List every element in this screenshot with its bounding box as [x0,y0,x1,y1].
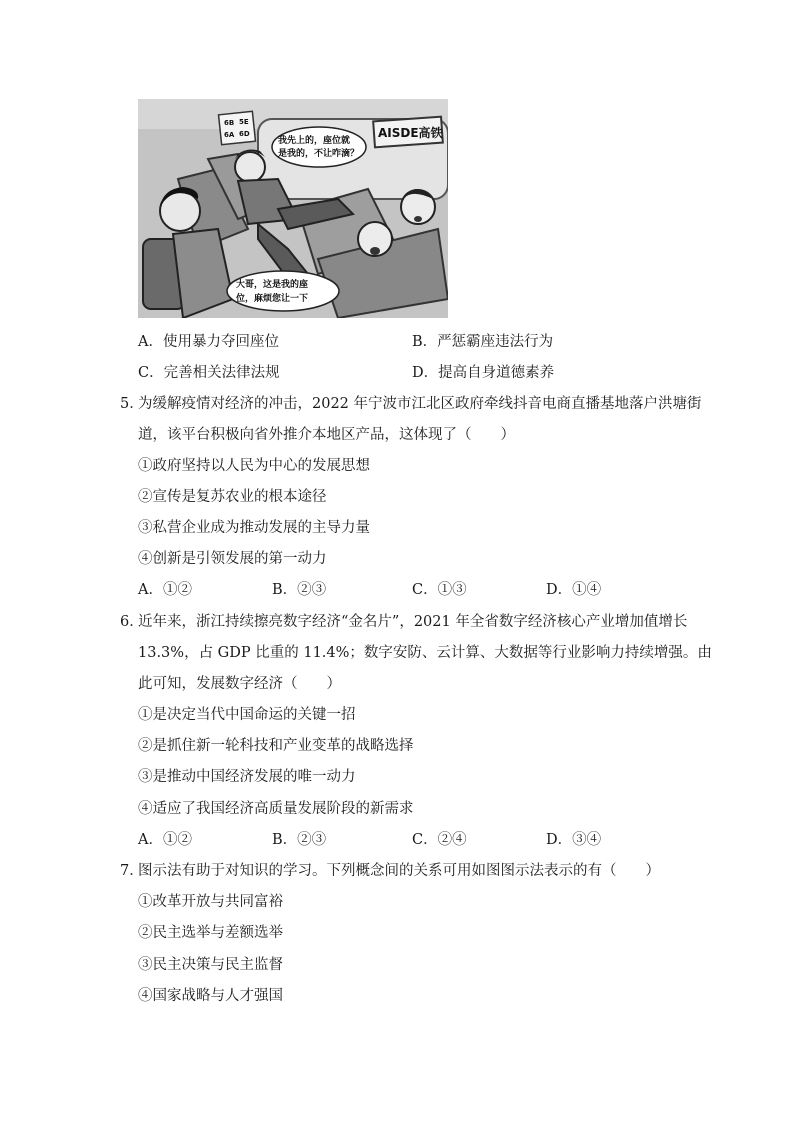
q7-number: 7． [120,863,144,879]
bubble-top-line-2: 是我的，不让咋滴？ [278,149,360,159]
q7-stem: 图示法有助于对知识的学习。下列概念间的关系可用如图图示法表示的有（ ） [138,863,660,879]
seat-label-1: 6B [224,119,235,127]
seat-sign [219,111,256,144]
q6-option-d: D．③④ [546,832,602,848]
q5-option-a: A．①② [138,582,192,598]
q5-item-2: ②宣传是复苏农业的根本途径 [138,489,327,505]
q7-item-2: ②民主选举与差额选举 [138,925,283,941]
q7-item-1: ①改革开放与共同富裕 [138,894,283,910]
q5-option-c: C．①③ [412,582,467,598]
q5-stem-line-1: 为缓解疫情对经济的冲击，2022 年宁波市江北区政府牵线抖音电商直播基地落户洪塘街 [138,396,702,412]
bubble-bottom-line-1: 大哥，这是我的座 [236,280,309,290]
q6-item-2: ②是抓住新一轮科技和产业变革的战略选择 [138,738,414,754]
q6-option-a: A．①② [138,832,192,848]
bubble-top-line-1: 我先上的，座位就 [278,136,351,146]
seat-label-3: 6A [224,131,235,139]
q6-option-c: C．②④ [412,832,467,848]
train-sign-text: AISDE高铁 [378,126,443,140]
q4-option-c: C．完善相关法律法规 [138,365,280,381]
q5-item-3: ③私营企业成为推动发展的主导力量 [138,520,370,536]
q6-stem-line-3: 此可知，发展数字经济（ ） [138,676,341,692]
bubble-bottom-line-2: 位，麻烦您让一下 [236,294,309,304]
q5-item-4: ④创新是引领发展的第一动力 [138,551,327,567]
q6-option-b: B．②③ [272,832,327,848]
q5-item-1: ①政府坚持以人民为中心的发展思想 [138,458,370,474]
q6-number: 6． [120,614,144,630]
q5-option-d: D．①④ [546,582,602,598]
q7-item-4: ④国家战略与人才强国 [138,988,283,1004]
q5-stem-line-2: 道，该平台积极向省外推介本地区产品，这体现了（ ） [138,427,515,443]
q5-option-b: B．②③ [272,582,327,598]
train-sign [373,117,443,148]
cartoon-illustration [138,99,448,318]
q4-option-d: D．提高自身道德素养 [412,365,555,381]
q6-stem-line-2: 13.3%，占 GDP 比重的 11.4%；数字安防、云计算、大数据等行业影响力持续增强。由 [138,645,712,661]
q5-number: 5． [120,396,144,412]
seat-label-4: 6D [239,130,250,138]
q6-stem-line-1: 近年来，浙江持续擦亮数字经济“金名片”，2021 年全省数字经济核心产业增加值增长 [138,614,688,630]
q6-item-4: ④适应了我国经济高质量发展阶段的新需求 [138,801,414,817]
q6-item-3: ③是推动中国经济发展的唯一动力 [138,769,356,785]
cartoon-drawing [138,99,448,318]
q6-item-1: ①是决定当代中国命运的关键一招 [138,707,356,723]
q4-option-a: A．使用暴力夺回座位 [138,334,279,350]
q7-item-3: ③民主决策与民主监督 [138,957,283,973]
seat-label-2: 5E [239,118,249,126]
q4-option-b: B．严惩霸座违法行为 [412,334,554,350]
